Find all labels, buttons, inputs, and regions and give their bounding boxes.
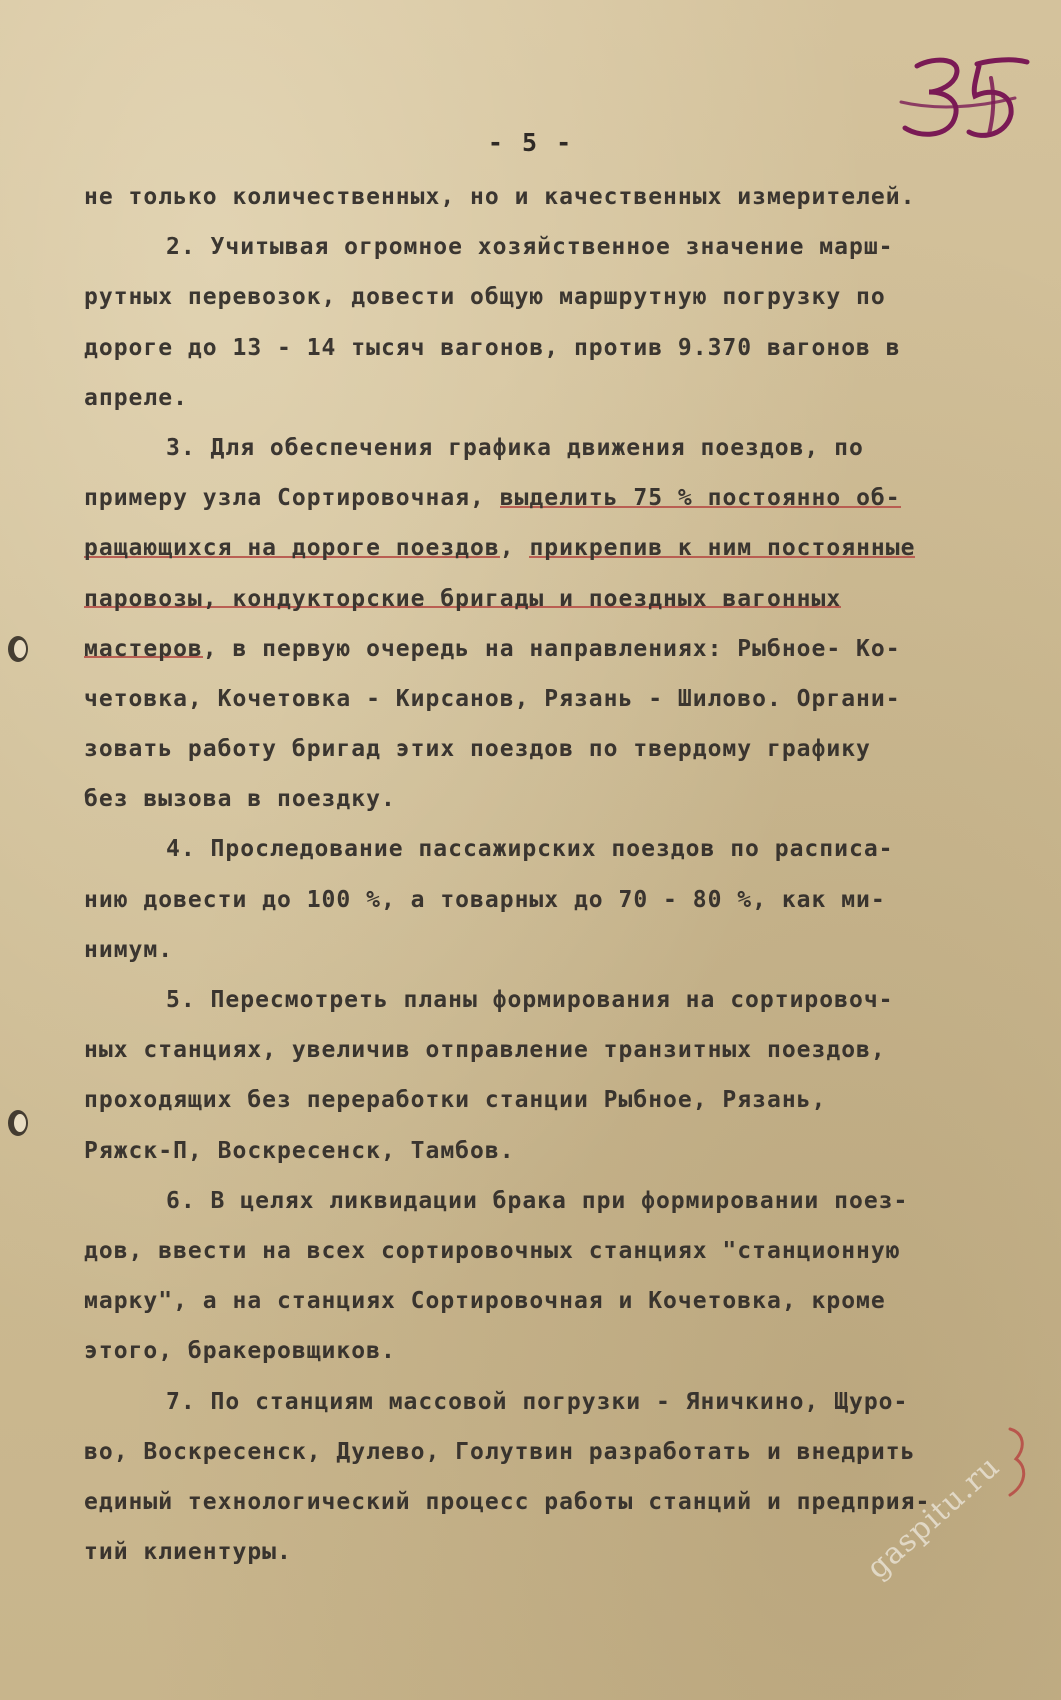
text-line: во, Воскресенск, Дулево, Голутвин разработать и внедрить	[84, 1438, 916, 1465]
underlined-text: выделить 75 % постоянно об-	[499, 485, 901, 512]
text-line: 3. Для обеспечения графика движения поездов, по	[166, 434, 864, 461]
text-segment: ,	[499, 535, 530, 562]
text-line: ных станциях, увеличив отправление транзитных поездов,	[84, 1037, 886, 1064]
text-segment: , в первую очередь на направлениях: Рыбное- Ко-	[202, 635, 901, 662]
text-line: зовать работу бригад этих поездов по твердому графику	[84, 736, 871, 763]
text-line	[84, 624, 1024, 674]
text-line: единый технологический процесс работы станций и предприя-	[84, 1488, 931, 1515]
text-line: нимум.	[84, 936, 174, 963]
underlined-text: мастеров	[84, 635, 203, 662]
text-line: апреле.	[84, 384, 188, 411]
text-line: 2. Учитывая огромное хозяйственное значение марш-	[166, 234, 894, 261]
text-line	[84, 523, 1024, 573]
text-line: без вызова в поездку.	[84, 786, 396, 813]
watermark: gaspitu.ru	[860, 1449, 1007, 1587]
punch-hole-icon	[4, 632, 32, 666]
text-line: 4. Проследование пассажирских поездов по расписа-	[166, 836, 894, 863]
text-line: дов, ввести на всех сортировочных станциях "станционную	[84, 1237, 901, 1264]
text-line: 7. По станциям массовой погрузки - Яничкино, Щуро-	[166, 1388, 909, 1415]
text-line	[84, 473, 1024, 523]
text-line: нию довести до 100 %, а товарных до 70 - 80 %, как ми-	[84, 886, 886, 913]
text-line: четовка, Кочетовка - Кирсанов, Рязань - Шилово. Органи-	[84, 685, 901, 712]
text-line: Ряжск-П, Воскресенск, Тамбов.	[84, 1137, 515, 1164]
page-number: - 5 -	[487, 128, 574, 157]
text-line: этого, бракеровщиков.	[84, 1338, 396, 1365]
text-line: дороге до 13 - 14 тысяч вагонов, против 9.370 вагонов в	[84, 334, 901, 361]
text-line: 6. В целях ликвидации брака при формировании поез-	[166, 1187, 909, 1214]
text-line: рутных перевозок, довести общую маршрутную погрузку по	[84, 284, 886, 311]
underlined-text: ращающихся на дороге поездов	[84, 535, 500, 562]
text-line	[84, 574, 1024, 624]
text-line: не только количественных, но и качественных измерителей.	[84, 184, 916, 210]
underlined-text: прикрепив к ним постоянные	[529, 535, 916, 562]
punch-hole-icon	[4, 1106, 32, 1140]
body-text	[84, 172, 1024, 1577]
text-line: тий клиентуры.	[84, 1539, 292, 1566]
text-line: проходящих без переработки станции Рыбное, Рязань,	[84, 1087, 827, 1114]
text-line: марку", а на станциях Сортировочная и Кочетовка, кроме	[84, 1288, 886, 1315]
text-segment: примеру узла Сортировочная,	[84, 485, 500, 512]
underlined-text: паровозы, кондукторские бригады и поездных вагонных	[84, 585, 842, 612]
text-line: 5. Пересмотреть планы формирования на сортировоч-	[166, 987, 894, 1013]
